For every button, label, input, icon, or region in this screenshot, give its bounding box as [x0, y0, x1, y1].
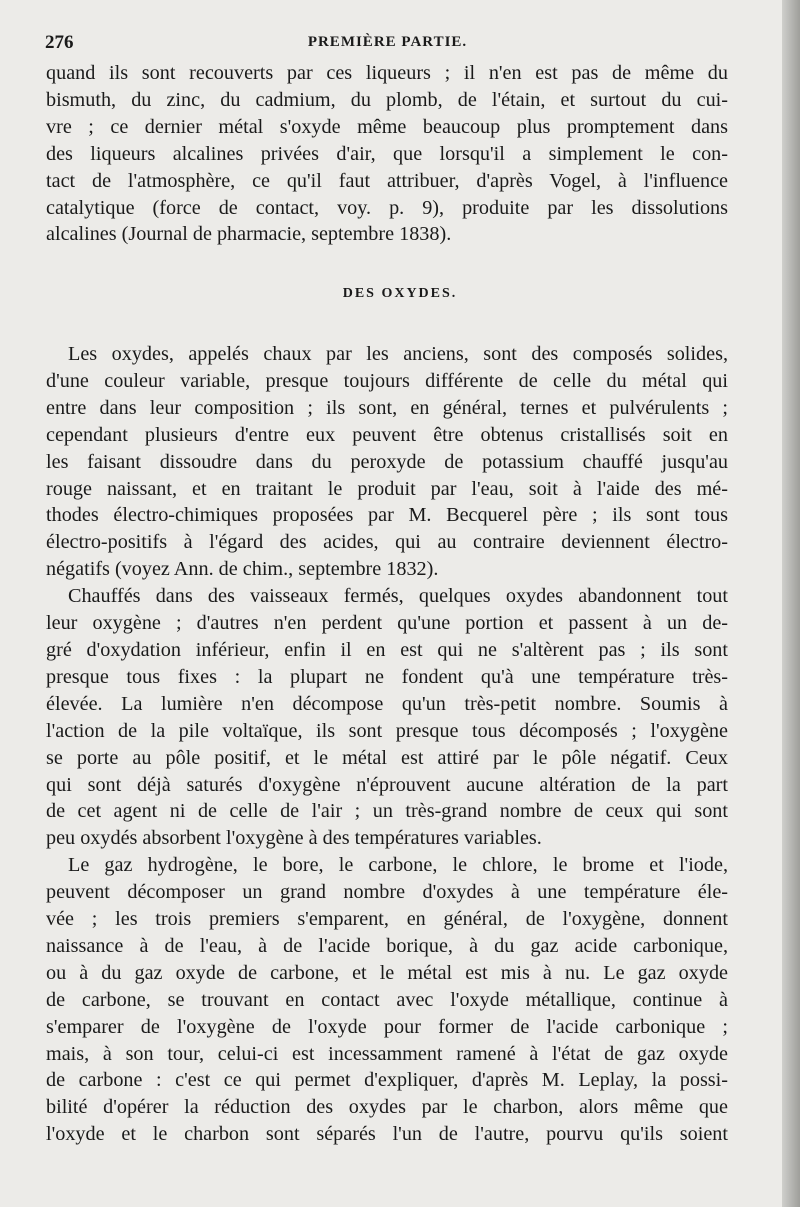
text-line: Les oxydes, appelés chaux par les anciens, sont des composés solides, [68, 343, 728, 365]
text-line: mais, à son tour, celui-ci est incessamment ramené à l'état de gaz oxyde [46, 1042, 728, 1065]
text-line: l'oxyde et le charbon sont séparés l'un de l'autre, pourvu qu'ils soient [46, 1123, 728, 1146]
text-line: qui sont déjà saturés d'oxygène n'éprouvent aucune altération de la part [46, 773, 728, 796]
text-line: leur oxygène ; d'autres n'en perdent qu'une portion et passent à un de- [46, 612, 728, 635]
text-line: naissance à de l'eau, à de l'acide borique, à du gaz acide carbonique, [46, 934, 728, 957]
text-line: entre dans leur composition ; ils sont, en général, ternes et pulvérulents ; [46, 396, 728, 419]
text-line: élevée. La lumière n'en décompose qu'un très-petit nombre. Soumis à [46, 692, 728, 715]
text-line: les faisant dissoudre dans du peroxyde de potassium chauffé jusqu'au [46, 450, 728, 473]
text-line: cependant plusieurs d'entre eux peuvent être obtenus cristallisés soit en [46, 423, 728, 446]
text-line: l'action de la pile voltaïque, ils sont presque tous décomposés ; l'oxygène [46, 719, 728, 742]
text-line: tact de l'atmosphère, ce qu'il faut attribuer, d'après Vogel, à l'influence [46, 169, 728, 192]
text-line: de carbone, se trouvant en contact avec l'oxyde métallique, continue à [46, 988, 728, 1011]
text-line: électro-positifs à l'égard des acides, qui au contraire deviennent électro- [46, 531, 728, 554]
text-line: presque tous fixes : la plupart ne fondent qu'à une température très- [46, 665, 728, 688]
running-header [45, 32, 730, 58]
text-line: s'emparer de l'oxygène de l'oxyde pour former de l'acide carbonique ; [46, 1015, 728, 1038]
section-heading: DES OXYDES. [342, 286, 458, 301]
text-line: vée ; les trois premiers s'emparent, en général, de l'oxygène, donnent [46, 908, 728, 931]
text-line: ou à du gaz oxyde de carbone, et le métal est mis à nu. Le gaz oxyde [46, 961, 728, 984]
text-line: catalytique (force de contact, voy. p. 9), produite par les dissolutions [46, 196, 728, 219]
text-line: de cet agent ni de celle de l'air ; un très-grand nombre de ceux qui sont [46, 800, 728, 823]
text-line: Chauffés dans des vaisseaux fermés, quelques oxydes abandonnent tout [68, 585, 728, 608]
text-line: peuvent décomposer un grand nombre d'oxydes à une température éle- [46, 881, 728, 904]
text-line: vre ; ce dernier métal s'oxyde même beaucoup plus promptement dans [46, 115, 728, 138]
running-title: PREMIÈRE PARTIE. [307, 34, 468, 50]
text-line: négatifs (voyez Ann. de chim., septembre 1832). [46, 558, 439, 581]
text-line: de carbone : c'est ce qui permet d'expliquer, d'après M. Leplay, la possi- [46, 1069, 728, 1092]
text-line: thodes électro-chimiques proposées par M. Becquerel père ; ils sont tous [46, 504, 728, 527]
text-line: des liqueurs alcalines privées d'air, que lorsqu'il a simplement le con- [46, 142, 728, 165]
text-line: Le gaz hydrogène, le bore, le carbone, le chlore, le brome et l'iode, [68, 854, 728, 877]
page-edge-shadow [782, 0, 800, 1207]
text-line: bilité d'opérer la réduction des oxydes par le charbon, alors même que [46, 1096, 728, 1119]
text-line: alcalines (Journal de pharmacie, septembre 1838). [46, 223, 452, 246]
text-line: gré d'oxydation inférieur, enfin il en est qui ne s'altèrent pas ; ils sont [46, 638, 728, 661]
body-text [46, 341, 728, 1148]
text-line: d'une couleur variable, presque toujours différente de celle du métal qui [46, 369, 728, 392]
text-line: bismuth, du zinc, du cadmium, du plomb, de l'étain, et surtout du cui- [46, 88, 728, 111]
intro-paragraph [46, 60, 728, 248]
text-line: se porte au pôle positif, et le métal est attiré par le pôle négatif. Ceux [46, 746, 728, 769]
page-number: 276 [45, 32, 74, 53]
text-line: rouge naissant, et en traitant le produit par l'eau, soit à l'aide des mé- [46, 477, 728, 500]
text-line: quand ils sont recouverts par ces liqueurs ; il n'en est pas de même du [46, 62, 728, 84]
text-line: peu oxydés absorbent l'oxygène à des températures variables. [46, 827, 542, 850]
